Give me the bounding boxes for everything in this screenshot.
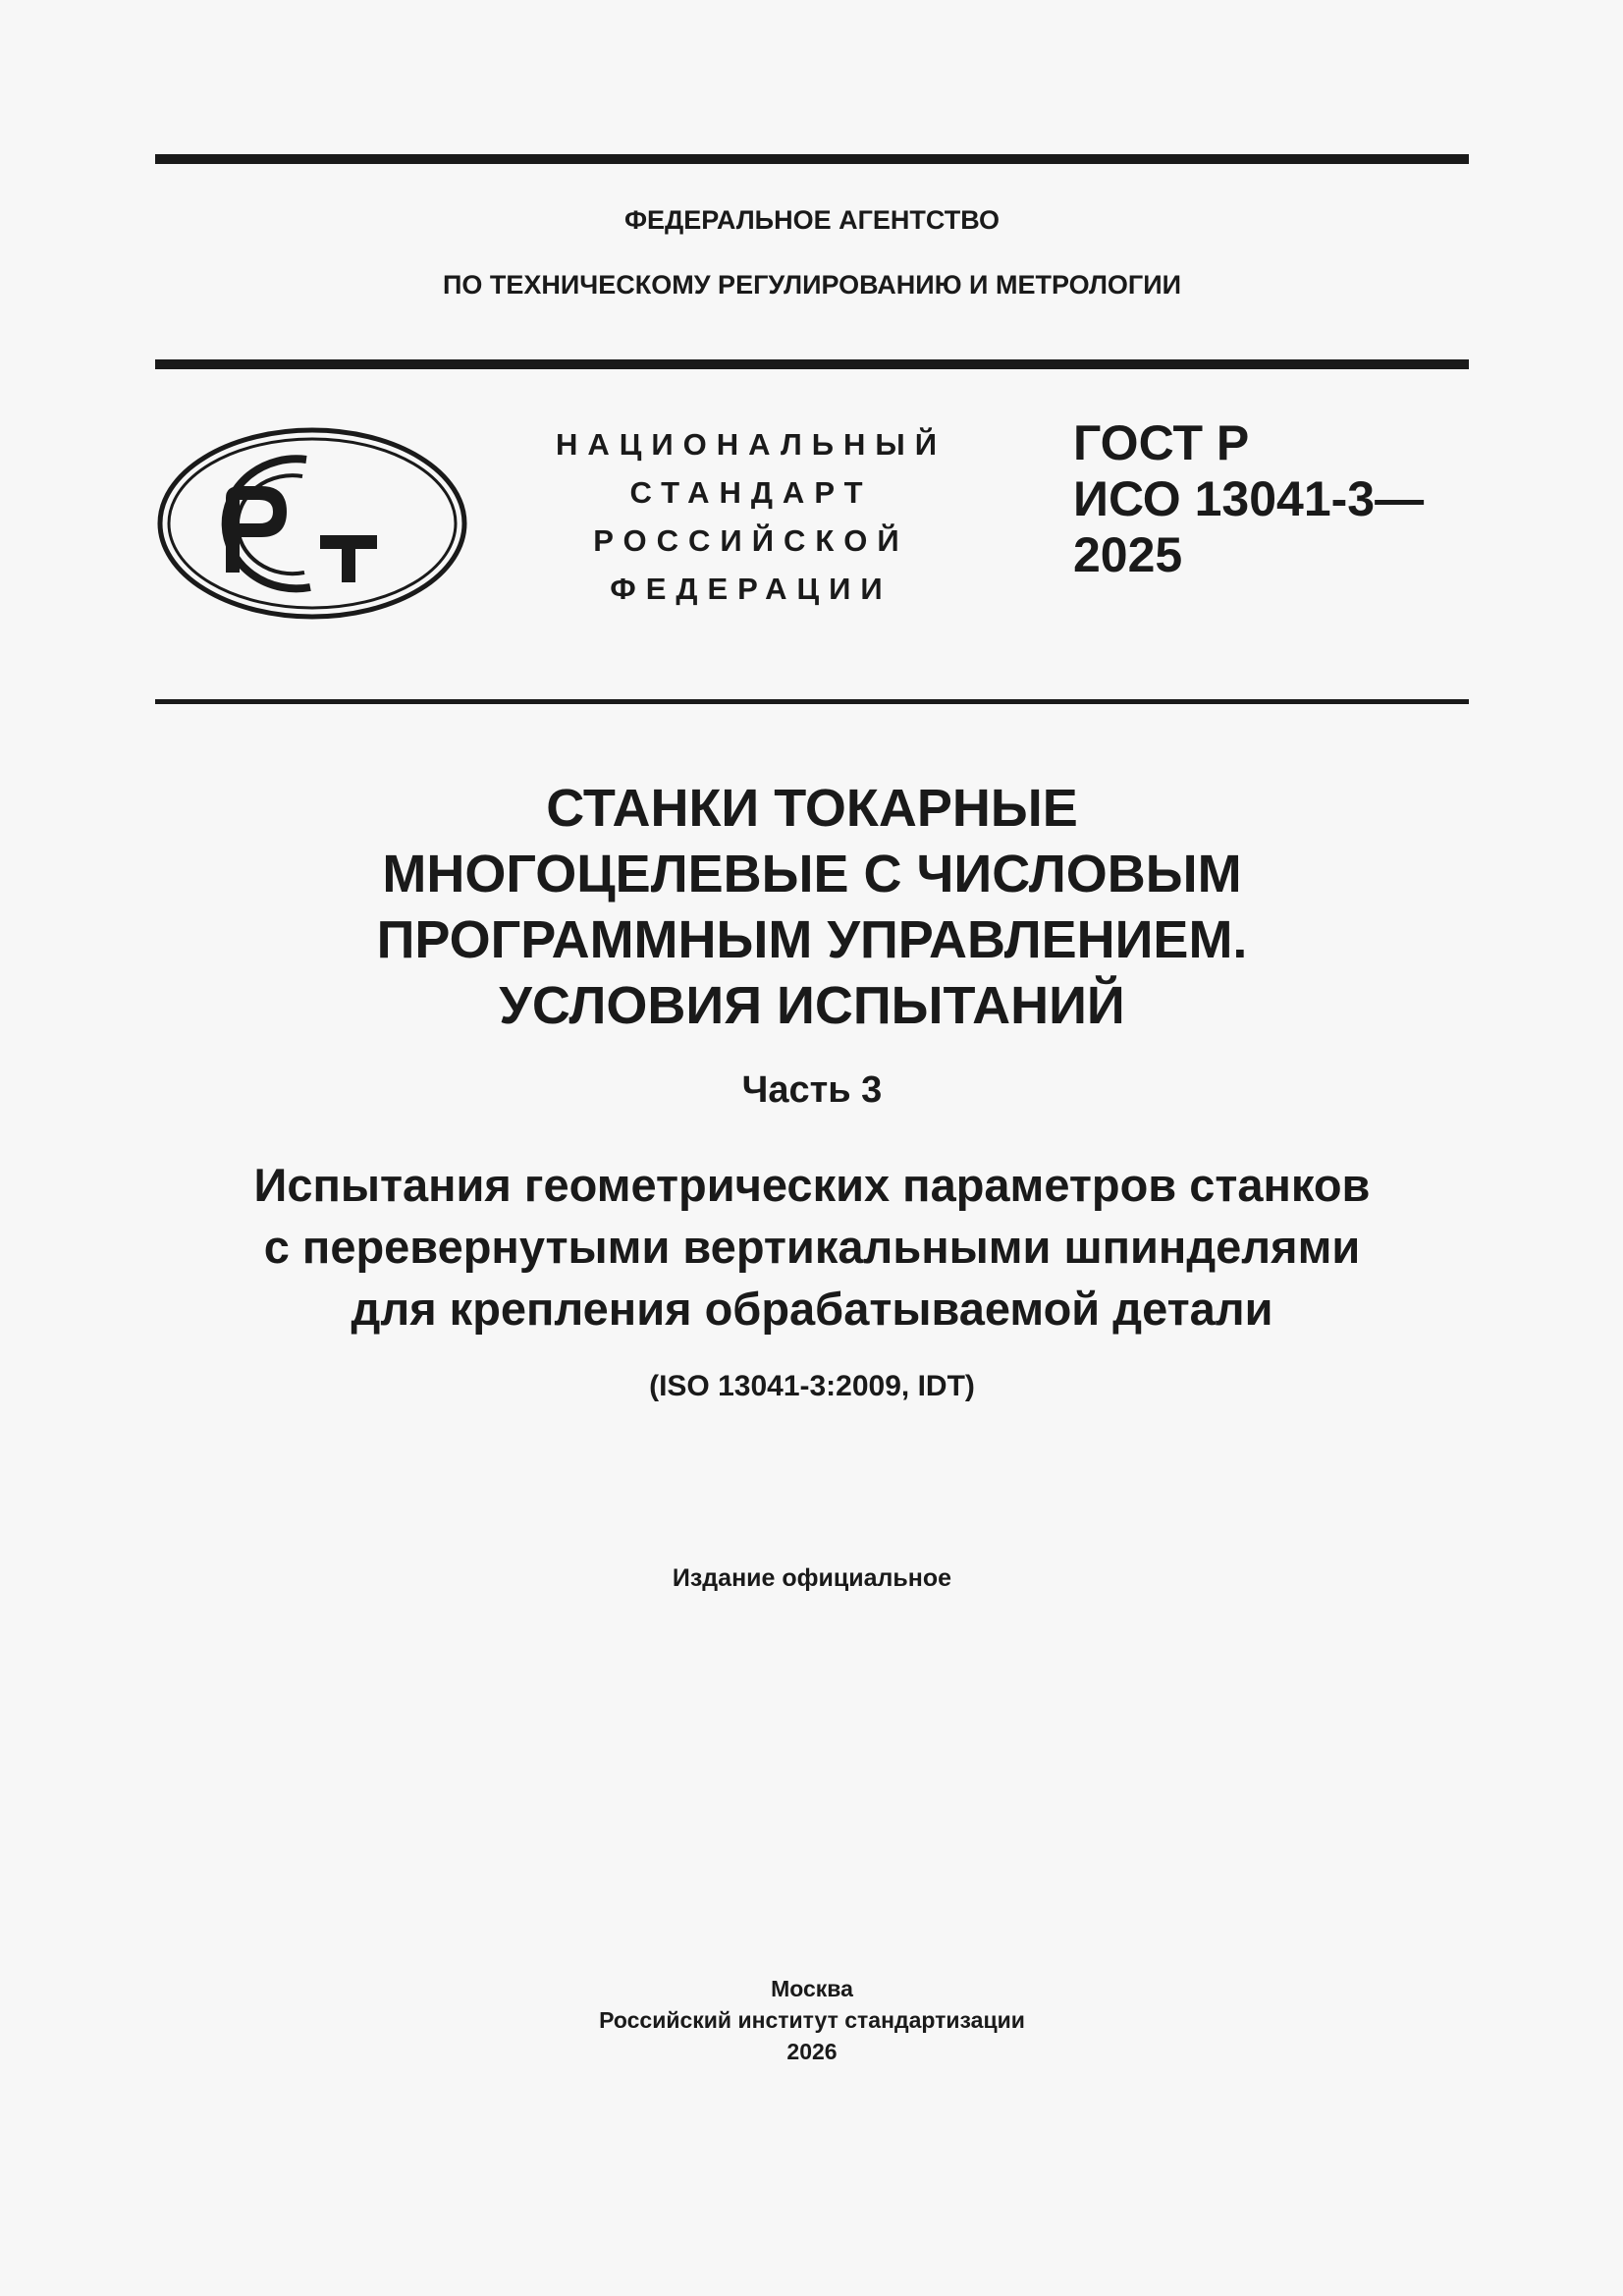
imprint-publisher: Российский институт стандартизации <box>599 2007 1025 2033</box>
designation-line: ИСО 13041-3— <box>1073 471 1425 526</box>
national-standard-line: РОССИЙСКОЙ <box>593 523 909 558</box>
title-line: ПРОГРАММНЫМ УПРАВЛЕНИЕМ. <box>376 910 1248 969</box>
rst-logo-icon <box>155 425 469 622</box>
designation-line: ГОСТ Р <box>1073 415 1250 470</box>
agency-bottom-rule <box>155 359 1469 369</box>
edition-note: Издание официальное <box>672 1564 952 1592</box>
imprint-year: 2026 <box>786 2039 838 2064</box>
national-standard-line: СТАНДАРТ <box>629 475 873 510</box>
iso-reference: (ISO 13041-3:2009, IDT) <box>649 1370 975 1402</box>
subtitle-line: для крепления обрабатываемой детали <box>351 1283 1273 1335</box>
national-standard-line: ФЕДЕРАЦИИ <box>610 572 893 606</box>
header-bottom-rule <box>155 699 1469 704</box>
document-title <box>155 776 1469 1039</box>
national-standard-line: НАЦИОНАЛЬНЫЙ <box>555 427 947 462</box>
designation-line: 2025 <box>1073 527 1183 582</box>
imprint-city: Москва <box>771 1976 853 2001</box>
part-number: Часть 3 <box>741 1069 883 1111</box>
subtitle-line: с перевернутыми вертикальными шпинделями <box>263 1221 1361 1273</box>
top-rule <box>155 154 1469 164</box>
agency-name-line-2: ПО ТЕХНИЧЕСКОМУ РЕГУЛИРОВАНИЮ И МЕТРОЛОГИИ <box>442 270 1182 300</box>
standard-designation <box>1073 415 1424 583</box>
national-standard-label <box>535 420 967 613</box>
subtitle-line: Испытания геометрических параметров станков <box>253 1159 1371 1211</box>
title-line: МНОГОЦЕЛЕВЫЕ С ЧИСЛОВЫМ <box>382 845 1242 903</box>
title-line: СТАНКИ ТОКАРНЫЕ <box>546 779 1078 838</box>
document-subtitle <box>155 1154 1469 1339</box>
title-line: УСЛОВИЯ ИСПЫТАНИЙ <box>499 976 1125 1035</box>
imprint <box>155 1973 1469 2067</box>
agency-name-line-1: ФЕДЕРАЛЬНОЕ АГЕНТСТВО <box>623 205 1001 235</box>
